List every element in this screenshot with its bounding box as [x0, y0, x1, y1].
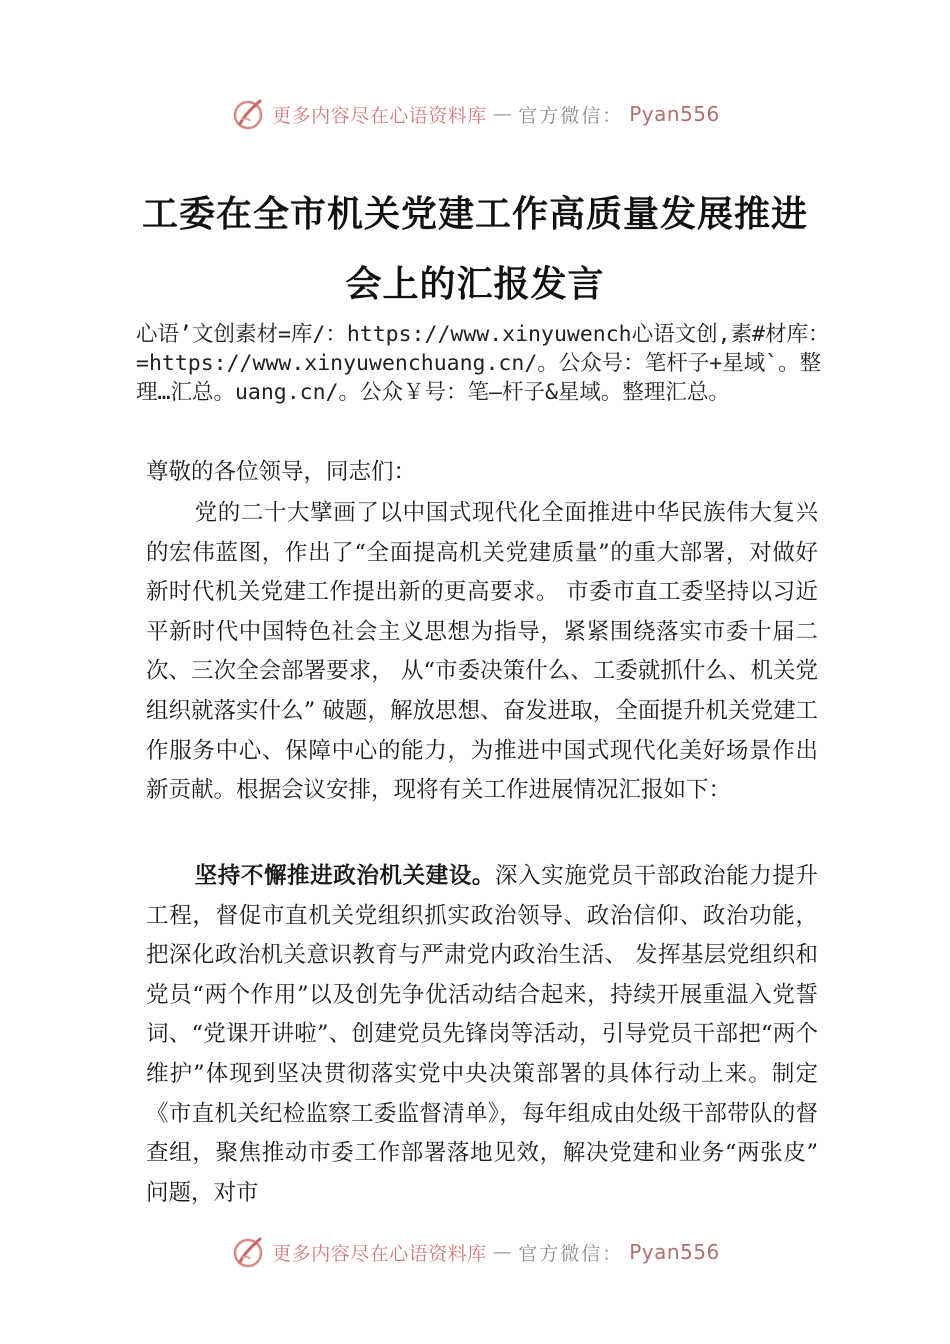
paragraph-2 — [146, 857, 818, 1213]
brush-logo-icon — [230, 1234, 266, 1270]
paragraph-1 — [146, 494, 818, 811]
paragraph-1-text: 党的二十大擘画了以中国式现代化全面推进中华民族伟大复兴的宏伟蓝图，作出了“全面提高机关党建质量”的重大部署，对做好新时代机关党建工作提出新的更高要求。 市委市直工委坚持以习近平新时代中国特色社会主义思想为指导，紧紧围绕落实市委十届二次、三次全会部署要求， 从“市委决策什么、工委就抓什么、机关党组织就落实什么” 破题，解放思想、奋发进取，全面提升机关党建工作服务中心、保障中心的能力，为推进中国式现代化美好场景作出新贡献。根据会议安排，现将有关工作进展情况汇报如下： — [146, 500, 818, 804]
banner-brand-text: 更多内容尽在心语资料库 — [272, 104, 487, 127]
paragraph-2-text: 深入实施党员干部政治能力提升工程，督促市直机关党组织抓实政治领导、政治信仰、政治功能，把深化政治机关意识教育与严肃党内政治生活、 发挥基层党组织和党员“两个作用”以及创先争优活动结合起来，持续开展重温入党誓词、“党课开讲啦”、创建党员先锋岗等活动，引导党员干部把“两个维护”体现到坚决贯彻落实党中央决策部署的具体行动上来。制定《市直机关纪检监察工委监督清单》，每年组成由处级干部带队的督查组，聚焦推动市委工作部署落地见效，解决党建和业务“两张皮” 问题，对市 — [146, 863, 818, 1206]
header-banner — [0, 94, 950, 134]
salutation: 尊敬的各位领导，同志们： — [146, 459, 417, 485]
banner-wechat-label: 官方微信： — [518, 1242, 624, 1265]
document-title-line1: 工委在全市机关党建工作高质量发展推进 — [141, 193, 808, 235]
brush-logo-icon — [230, 96, 266, 132]
banner-dash: — — [492, 1241, 513, 1263]
banner-wechat-label: 官方微信： — [518, 104, 624, 127]
banner-wechat-id: Pyan556 — [629, 1240, 720, 1264]
footer-banner — [0, 1232, 950, 1272]
banner-dash: — — [492, 103, 513, 125]
paragraph-2-lead: 坚持不懈推进政治机关建设。 — [194, 863, 496, 889]
document-title-line2: 会上的汇报发言 — [345, 263, 605, 305]
source-notice: 心语’文创素材=库/：https://www.xinyuwench心语文创,素#材库：=https://www.xinyuwenchuang.cn/。公众号：笔杆子+星域`。整理…汇总。uang.cn/。公众￥号：笔—杆子&星域。整理汇总。 — [136, 322, 830, 405]
banner-wechat-id: Pyan556 — [629, 102, 720, 126]
banner-brand-text: 更多内容尽在心语资料库 — [272, 1242, 487, 1265]
